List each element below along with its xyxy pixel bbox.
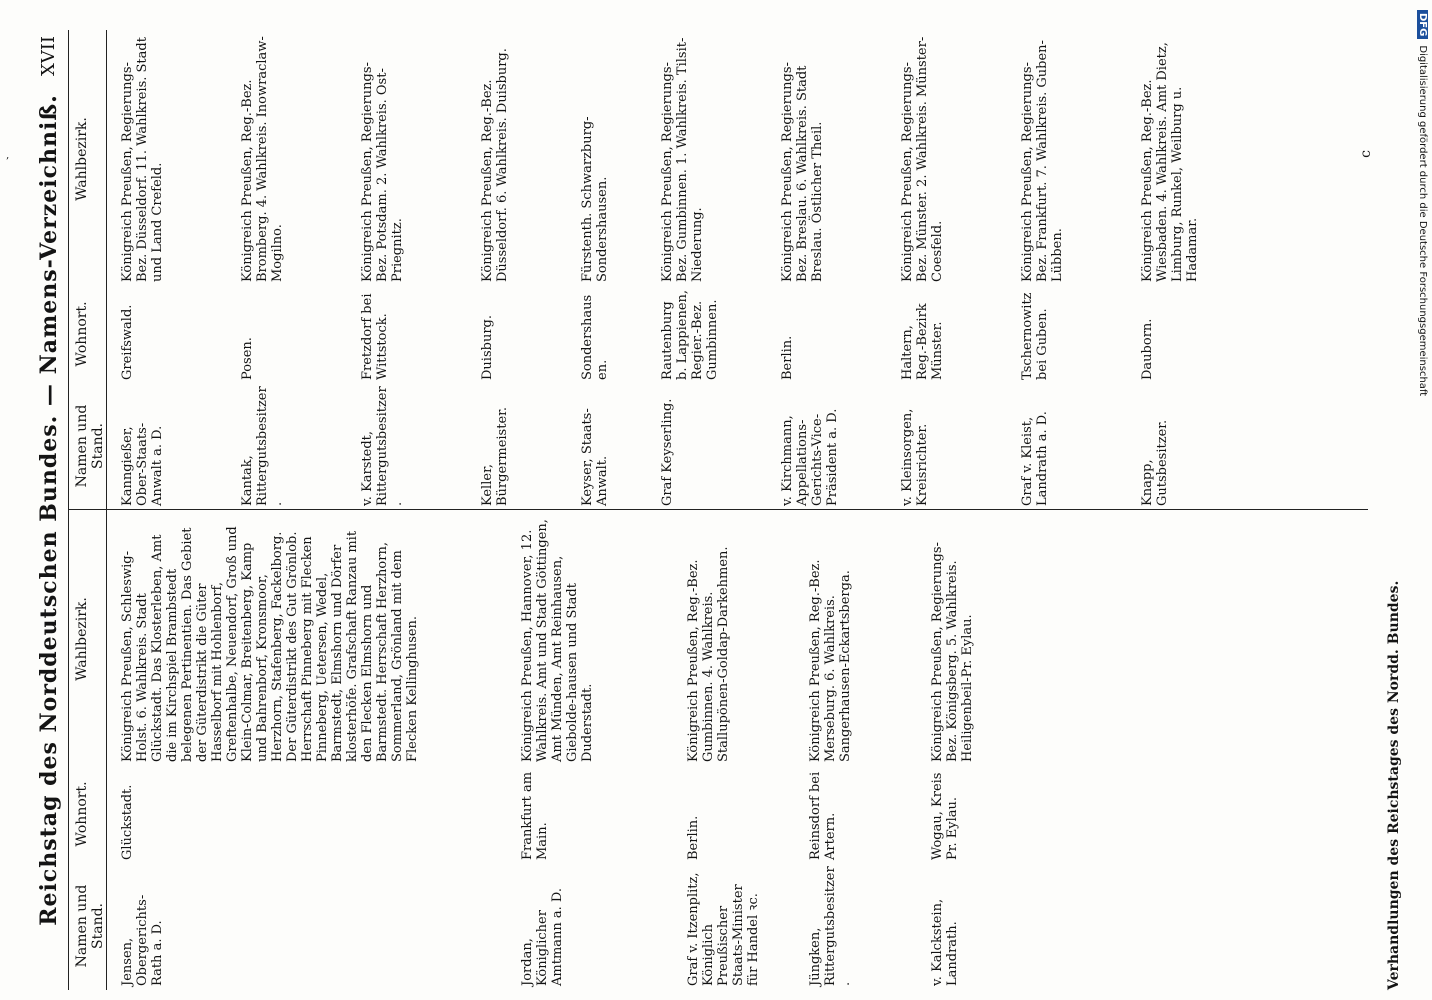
page-header-title: Reichstag des Norddeutschen Bundes. — Namens-Verzeichniß. <box>36 94 62 926</box>
entry-district: Königreich Preußen, Regierungs-Bez. Frankfurt. 7. Wahlkreis. Guben-Lübben. <box>1020 40 1065 282</box>
entry-place: Frankfurt am Main. <box>520 771 550 860</box>
entry-place: Wogau, Kreis Pr. Eylau. <box>930 772 960 860</box>
entry-place: Tschernowitz bei Guben. <box>1020 292 1050 380</box>
entry-place: Greifswald. <box>120 304 135 380</box>
entry-district: Fürstenth. Schwarzburg-Sondershausen. <box>580 116 610 282</box>
scan-mark: ‚ <box>6 150 10 161</box>
column-header-place: Wohnort. <box>74 781 90 847</box>
entry-place: Fretzdorf bei Wittstock. <box>360 293 390 380</box>
column-header-place: Wohnort. <box>74 301 90 367</box>
dfg-logo: DFG <box>1417 10 1428 39</box>
entry-district: Königreich Preußen, Regierungs-Bez. Düsseldorf. 11. Wahlkreis. Stadt und Land Crefeld. <box>120 37 165 282</box>
entry-place: Reinsdorf bei Artern. <box>808 771 838 860</box>
entry-name: Graf v. Itzenplitz, Königlich Preußischer Staats-Minister für Handel ꝛc. <box>686 872 761 986</box>
entry-name: Graf Keyserling. <box>660 398 675 506</box>
entry-place: Dauborn. <box>1140 318 1155 380</box>
dfg-sidebar <box>1412 10 1430 990</box>
entry-district: Königreich Preußen, Regierungs-Bez. Münster. 2. Wahlkreis. Münster-Coesfeld. <box>900 36 945 282</box>
entry-district: Königreich Preußen, Regierungs-Bez. Gumbinnen. 1. Wahlkreis. Tilsit-Niederung. <box>660 37 705 282</box>
entry-name: Jüngken, Rittergutsbesitzer. <box>808 866 853 986</box>
entry-place: Glückstadt. <box>120 784 135 860</box>
entry-district: Königreich Preußen, Reg.-Bez. Düsseldorf. 6. Wahlkreis. Duisburg. <box>480 48 510 282</box>
entry-name: Jordan, Königlicher Amtmann a. D. <box>520 887 565 986</box>
left-column <box>68 510 1388 990</box>
entry-name: v. Kirchmann, Appellations-Gerichts-Vice-Präsident a. D. <box>780 408 840 506</box>
entry-name: v. Kalckstein, Landrath. <box>930 898 960 986</box>
entry-place: Rautenburg b. Lappienen, Regier.-Bez. Gumbinnen. <box>660 289 720 380</box>
entry-district: Königreich Preußen, Schleswig-Holst. 6. Wahlkreis. Stadt Glückstadt. Das Klosterleben, Amt die im Kirchspiel Brambstedt belegenen Pertinentien. Das Gebiet der Güterdistrikt die Güter Hasselborf mit Hohlenborf, Greftenhalbe, Neuendorf, Groß und Klein-Colmar, Breitenberg, Kamp und Bahrenborf, Kronsmoor, Herzhorn, Stafenberg, Fackelborg. Der Güterdistrikt des Gut Grönlob. Herrschaft Pinneberg mit Flecken Pinneberg, Uetersen, Wedel, Barmstedt, Elmshorn und Dörfer klosterhöfe. Grafschaft Ranzau mit den Flecken Elmshorn und Barmstedt. Herrschaft Herzhorn, Sommerland, Grönland mit dem Flecken Kellinghusen. <box>120 526 420 762</box>
entry-place: Duisburg. <box>480 315 495 380</box>
entry-district: Königreich Preußen, Regierungs-Bez. Königsberg. 5. Wahlkreis. Heiligenbeil-Pr. Eylau. <box>930 542 975 762</box>
entry-name: Kantak, Rittergutsbesitzer. <box>240 386 285 506</box>
entry-name: Keller, Bürgermeister. <box>480 406 510 506</box>
entry-district: Königreich Preußen, Reg.-Bez. Merseburg. 6. Wahlkreis. Sangerhausen-Eckartsberga. <box>808 559 853 762</box>
entry-name: v. Karstedt, Rittergutsbesitzer. <box>360 386 405 506</box>
rotated-page <box>28 30 1408 990</box>
right-column <box>68 30 1388 510</box>
entry-place: Sondershausen. <box>580 294 610 380</box>
column-header-district: Wahlbezirk. <box>74 597 90 681</box>
entry-district: Königreich Preußen, Reg.-Bez. Gumbinnen. 4. Wahlkreis. Stallupönen-Goldap-Darkehmen. <box>686 546 731 762</box>
entry-name: Kanngießer, Ober-Staats-Anwalt a. D. <box>120 422 165 506</box>
entry-place: Haltern, Reg.-Bezirk Münster. <box>900 303 945 380</box>
column-header-district: Wahlbezirk. <box>74 117 90 201</box>
entry-district: Königreich Preußen, Regierungs-Bez. Potsdam. 2. Wahlkreis. Ost-Priegnitz. <box>360 62 405 282</box>
entry-place: Berlin. <box>686 815 701 860</box>
page-number: XVII <box>38 36 59 77</box>
entry-name: Knapp, Gutsbesitzer. <box>1140 419 1170 506</box>
page-footer: Verhandlungen des Reichstages des Nordd. Bundes. <box>1386 580 1402 990</box>
entry-place: Posen. <box>240 337 255 380</box>
entry-district: Königreich Preußen, Regierungs-Bez. Breslau. 6. Wahlkreis. Stadt Breslau. Östlicher Theil. <box>780 62 825 282</box>
column-header-name: Namen und Stand. <box>74 884 106 968</box>
entry-district: Königreich Preußen, Reg.-Bez. Bromberg. 4. Wahlkreis. Inowraclaw-Mogilno. <box>240 36 285 282</box>
entry-name: v. Kleinsorgen, Kreisrichter. <box>900 408 930 506</box>
dfg-notice: Digitalisierung gefördert durch die Deutsche Forschungsgemeinschaft <box>1417 45 1428 397</box>
entry-name: Keyser, Staats-Anwalt. <box>580 408 610 506</box>
signature-mark: c <box>1358 150 1374 158</box>
entry-district: Königreich Preußen, Hannover, 12. Wahlkreis. Amt und Stadt Göttingen, Amt Münden, Amt Reinhausen, Giebolde-hausen und Stadt Duderstadt. <box>520 519 595 762</box>
entry-district: Königreich Preußen, Reg.-Bez. Wiesbaden. 4. Wahlkreis. Amt Dietz, Limburg, Runkel, Weilburg u. Hadamar. <box>1140 42 1200 282</box>
column-header-name: Namen und Stand. <box>74 404 106 488</box>
entry-name: Jensen, Obergerichts-Rath a. D. <box>120 894 165 986</box>
entry-place: Berlin. <box>780 335 795 380</box>
entry-name: Graf v. Kleist, Landrath a. D. <box>1020 411 1050 506</box>
